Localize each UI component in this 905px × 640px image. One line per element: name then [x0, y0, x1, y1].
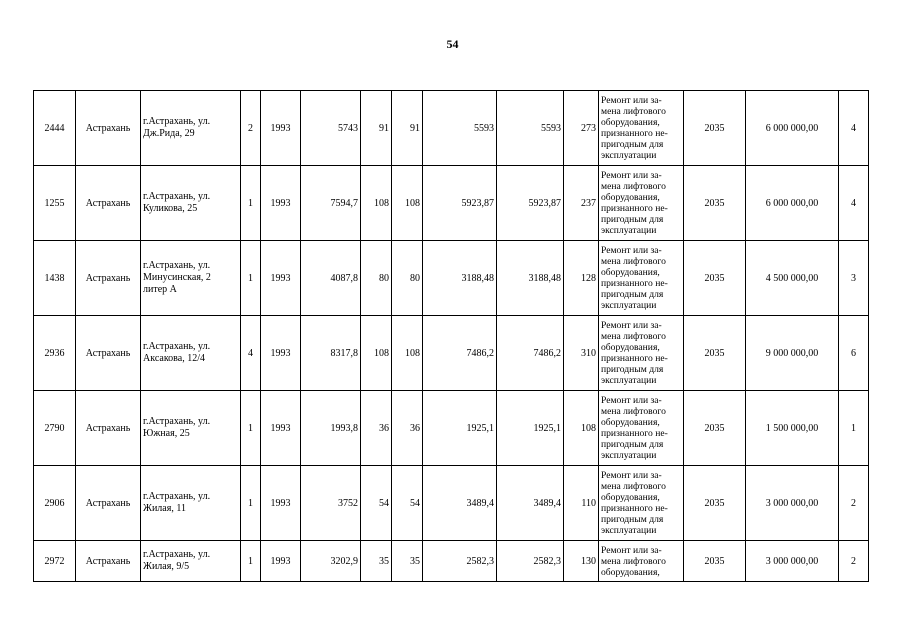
year-cell: 1993 [261, 316, 301, 391]
work-description-cell-line: признанного не- [601, 428, 668, 439]
plan-year-cell: 2035 [684, 466, 746, 541]
work-description-cell-line: Ремонт или за- [601, 245, 662, 256]
work-description-cell-line: эксплуатации [601, 525, 657, 536]
work-description-cell-line: Ремонт или за- [601, 170, 662, 181]
work-description-cell-line: оборудования, [601, 566, 660, 578]
apartments-cell: 35 [361, 541, 392, 582]
row-id: 1438 [34, 241, 76, 316]
row-id: 1255 [34, 166, 76, 241]
cost-cell: 3 000 000,00 [746, 466, 839, 541]
residents-cell: 130 [564, 541, 599, 582]
area-total-cell: 8317,8 [301, 316, 361, 391]
work-description-cell-line: эксплуатации [601, 450, 657, 461]
row-id: 2444 [34, 91, 76, 166]
address-cell-line: г.Астрахань, ул. [143, 191, 211, 202]
count-cell: 3 [839, 241, 869, 316]
work-description-cell-line: оборудования, [601, 342, 660, 353]
work-description-cell [599, 166, 684, 241]
work-description-cell-line: пригодным для [601, 364, 664, 375]
work-description-cell [599, 91, 684, 166]
table-row [34, 166, 869, 241]
count-cell: 4 [839, 166, 869, 241]
area-living-cell: 5593 [423, 91, 497, 166]
area-living-cell-2: 3188,48 [497, 241, 564, 316]
address-cell [141, 316, 241, 391]
floors-cell: 1 [241, 166, 261, 241]
address-cell-line: г.Астрахань, ул. [143, 116, 211, 127]
work-description-cell-line: оборудования, [601, 417, 660, 428]
row-id: 2790 [34, 391, 76, 466]
residents-cell: 237 [564, 166, 599, 241]
apartments-cell: 108 [361, 316, 392, 391]
work-description-cell-line: мена лифтового [601, 256, 666, 267]
work-description-cell-line: эксплуатации [601, 150, 657, 161]
row-id: 2906 [34, 466, 76, 541]
area-living-cell: 3489,4 [423, 466, 497, 541]
work-description-cell-line: пригодным для [601, 289, 664, 300]
work-description-cell-line: оборудования, [601, 117, 660, 128]
city-cell: Астрахань [76, 241, 141, 316]
cost-cell: 6 000 000,00 [746, 91, 839, 166]
work-description-cell-line: мена лифтового [601, 481, 666, 492]
address-cell-line: г.Астрахань, ул. [143, 260, 211, 271]
cost-cell: 1 500 000,00 [746, 391, 839, 466]
work-description-cell [599, 391, 684, 466]
work-description-cell-line: мена лифтового [601, 406, 666, 417]
year-cell: 1993 [261, 466, 301, 541]
count-cell: 2 [839, 466, 869, 541]
work-description-cell-line: эксплуатации [601, 300, 657, 311]
apartments-cell: 108 [361, 166, 392, 241]
work-description-cell-line: пригодным для [601, 439, 664, 450]
apartments-cell-2: 54 [392, 466, 423, 541]
city-cell: Астрахань [76, 466, 141, 541]
plan-year-cell: 2035 [684, 91, 746, 166]
plan-year-cell: 2035 [684, 391, 746, 466]
registry-table [33, 90, 869, 582]
address-cell-line: Минусинская, 2 [143, 272, 211, 283]
address-cell [141, 541, 241, 582]
work-description-cell-line: Ремонт или за- [601, 95, 662, 106]
address-cell [141, 391, 241, 466]
apartments-cell-2: 80 [392, 241, 423, 316]
count-cell: 6 [839, 316, 869, 391]
work-description-cell-line: признанного не- [601, 278, 668, 289]
area-living-cell-2: 7486,2 [497, 316, 564, 391]
work-description-cell [599, 316, 684, 391]
floors-cell: 2 [241, 91, 261, 166]
apartments-cell-2: 108 [392, 166, 423, 241]
cost-cell: 3 000 000,00 [746, 541, 839, 582]
area-living-cell-2: 5923,87 [497, 166, 564, 241]
work-description-cell-line: признанного не- [601, 203, 668, 214]
address-cell-line: Аксакова, 12/4 [143, 353, 205, 364]
work-description-cell-line: признанного не- [601, 503, 668, 514]
address-cell [141, 91, 241, 166]
row-id: 2936 [34, 316, 76, 391]
table-row [34, 241, 869, 316]
work-description-cell-line: Ремонт или за- [601, 320, 662, 331]
city-cell: Астрахань [76, 316, 141, 391]
table-row [34, 91, 869, 166]
residents-cell: 273 [564, 91, 599, 166]
year-cell: 1993 [261, 241, 301, 316]
work-description-cell-line: эксплуатации [601, 375, 657, 386]
address-cell-line: г.Астрахань, ул. [143, 341, 211, 352]
city-cell: Астрахань [76, 391, 141, 466]
area-living-cell: 5923,87 [423, 166, 497, 241]
work-description-cell-line: оборудования, [601, 492, 660, 503]
plan-year-cell: 2035 [684, 241, 746, 316]
area-living-cell: 3188,48 [423, 241, 497, 316]
table-row [34, 391, 869, 466]
table-row [34, 316, 869, 391]
apartments-cell-2: 36 [392, 391, 423, 466]
work-description-cell-line: пригодным для [601, 214, 664, 225]
residents-cell: 110 [564, 466, 599, 541]
count-cell: 2 [839, 541, 869, 582]
area-living-cell: 7486,2 [423, 316, 497, 391]
address-cell-line: г.Астрахань, ул. [143, 491, 211, 502]
work-description-cell-line: мена лифтового [601, 106, 666, 117]
plan-year-cell: 2035 [684, 541, 746, 582]
cost-cell: 4 500 000,00 [746, 241, 839, 316]
floors-cell: 1 [241, 391, 261, 466]
plan-year-cell: 2035 [684, 316, 746, 391]
residents-cell: 128 [564, 241, 599, 316]
plan-year-cell: 2035 [684, 166, 746, 241]
count-cell: 4 [839, 91, 869, 166]
work-description-cell [599, 466, 684, 541]
floors-cell: 1 [241, 541, 261, 582]
area-living-cell: 1925,1 [423, 391, 497, 466]
city-cell: Астрахань [76, 91, 141, 166]
work-description-cell-line: Ремонт или за- [601, 544, 662, 556]
address-cell-line: Куликова, 25 [143, 203, 198, 214]
apartments-cell: 54 [361, 466, 392, 541]
address-cell-line: г.Астрахань, ул. [143, 549, 211, 560]
work-description-cell-line: мена лифтового [601, 555, 666, 567]
work-description-cell-line: оборудования, [601, 192, 660, 203]
work-description-cell-line: эксплуатации [601, 225, 657, 236]
table-row [34, 466, 869, 541]
work-description-cell-line: Ремонт или за- [601, 395, 662, 406]
year-cell: 1993 [261, 166, 301, 241]
address-cell-line: Жилая, 9/5 [143, 561, 190, 572]
floors-cell: 1 [241, 241, 261, 316]
row-id: 2972 [34, 541, 76, 582]
year-cell: 1993 [261, 541, 301, 582]
city-cell: Астрахань [76, 541, 141, 582]
area-total-cell: 1993,8 [301, 391, 361, 466]
work-description-cell-line: оборудования, [601, 267, 660, 278]
area-total-cell: 7594,7 [301, 166, 361, 241]
apartments-cell-2: 91 [392, 91, 423, 166]
work-description-cell-line: признанного не- [601, 353, 668, 364]
area-total-cell: 4087,8 [301, 241, 361, 316]
floors-cell: 4 [241, 316, 261, 391]
area-living-cell-2: 1925,1 [497, 391, 564, 466]
address-cell-line: г.Астрахань, ул. [143, 416, 211, 427]
city-cell: Астрахань [76, 166, 141, 241]
apartments-cell-2: 35 [392, 541, 423, 582]
address-cell [141, 166, 241, 241]
cost-cell: 6 000 000,00 [746, 166, 839, 241]
page-number: 54 [446, 37, 459, 51]
address-cell-line: литер А [143, 284, 177, 295]
work-description-cell-line: признанного не- [601, 128, 668, 139]
floors-cell: 1 [241, 466, 261, 541]
work-description-cell-line: мена лифтового [601, 331, 666, 342]
apartments-cell-2: 108 [392, 316, 423, 391]
year-cell: 1993 [261, 91, 301, 166]
area-living-cell-2: 5593 [497, 91, 564, 166]
table-row [34, 541, 869, 582]
apartments-cell: 91 [361, 91, 392, 166]
cost-cell: 9 000 000,00 [746, 316, 839, 391]
area-total-cell: 3752 [301, 466, 361, 541]
address-cell-line: Южная, 25 [143, 428, 190, 439]
address-cell-line: Жилая, 11 [143, 503, 186, 514]
apartments-cell: 36 [361, 391, 392, 466]
address-cell [141, 466, 241, 541]
residents-cell: 310 [564, 316, 599, 391]
area-total-cell: 3202,9 [301, 541, 361, 582]
work-description-cell-line: пригодным для [601, 139, 664, 150]
work-description-cell-line: Ремонт или за- [601, 470, 662, 481]
apartments-cell: 80 [361, 241, 392, 316]
area-living-cell: 2582,3 [423, 541, 497, 582]
work-description-cell-line: мена лифтового [601, 181, 666, 192]
address-cell [141, 241, 241, 316]
area-living-cell-2: 2582,3 [497, 541, 564, 582]
address-cell-line: Дж.Рида, 29 [143, 128, 195, 139]
area-total-cell: 5743 [301, 91, 361, 166]
area-living-cell-2: 3489,4 [497, 466, 564, 541]
residents-cell: 108 [564, 391, 599, 466]
work-description-cell [599, 541, 684, 582]
count-cell: 1 [839, 391, 869, 466]
work-description-cell-line: пригодным для [601, 514, 664, 525]
year-cell: 1993 [261, 391, 301, 466]
work-description-cell [599, 241, 684, 316]
